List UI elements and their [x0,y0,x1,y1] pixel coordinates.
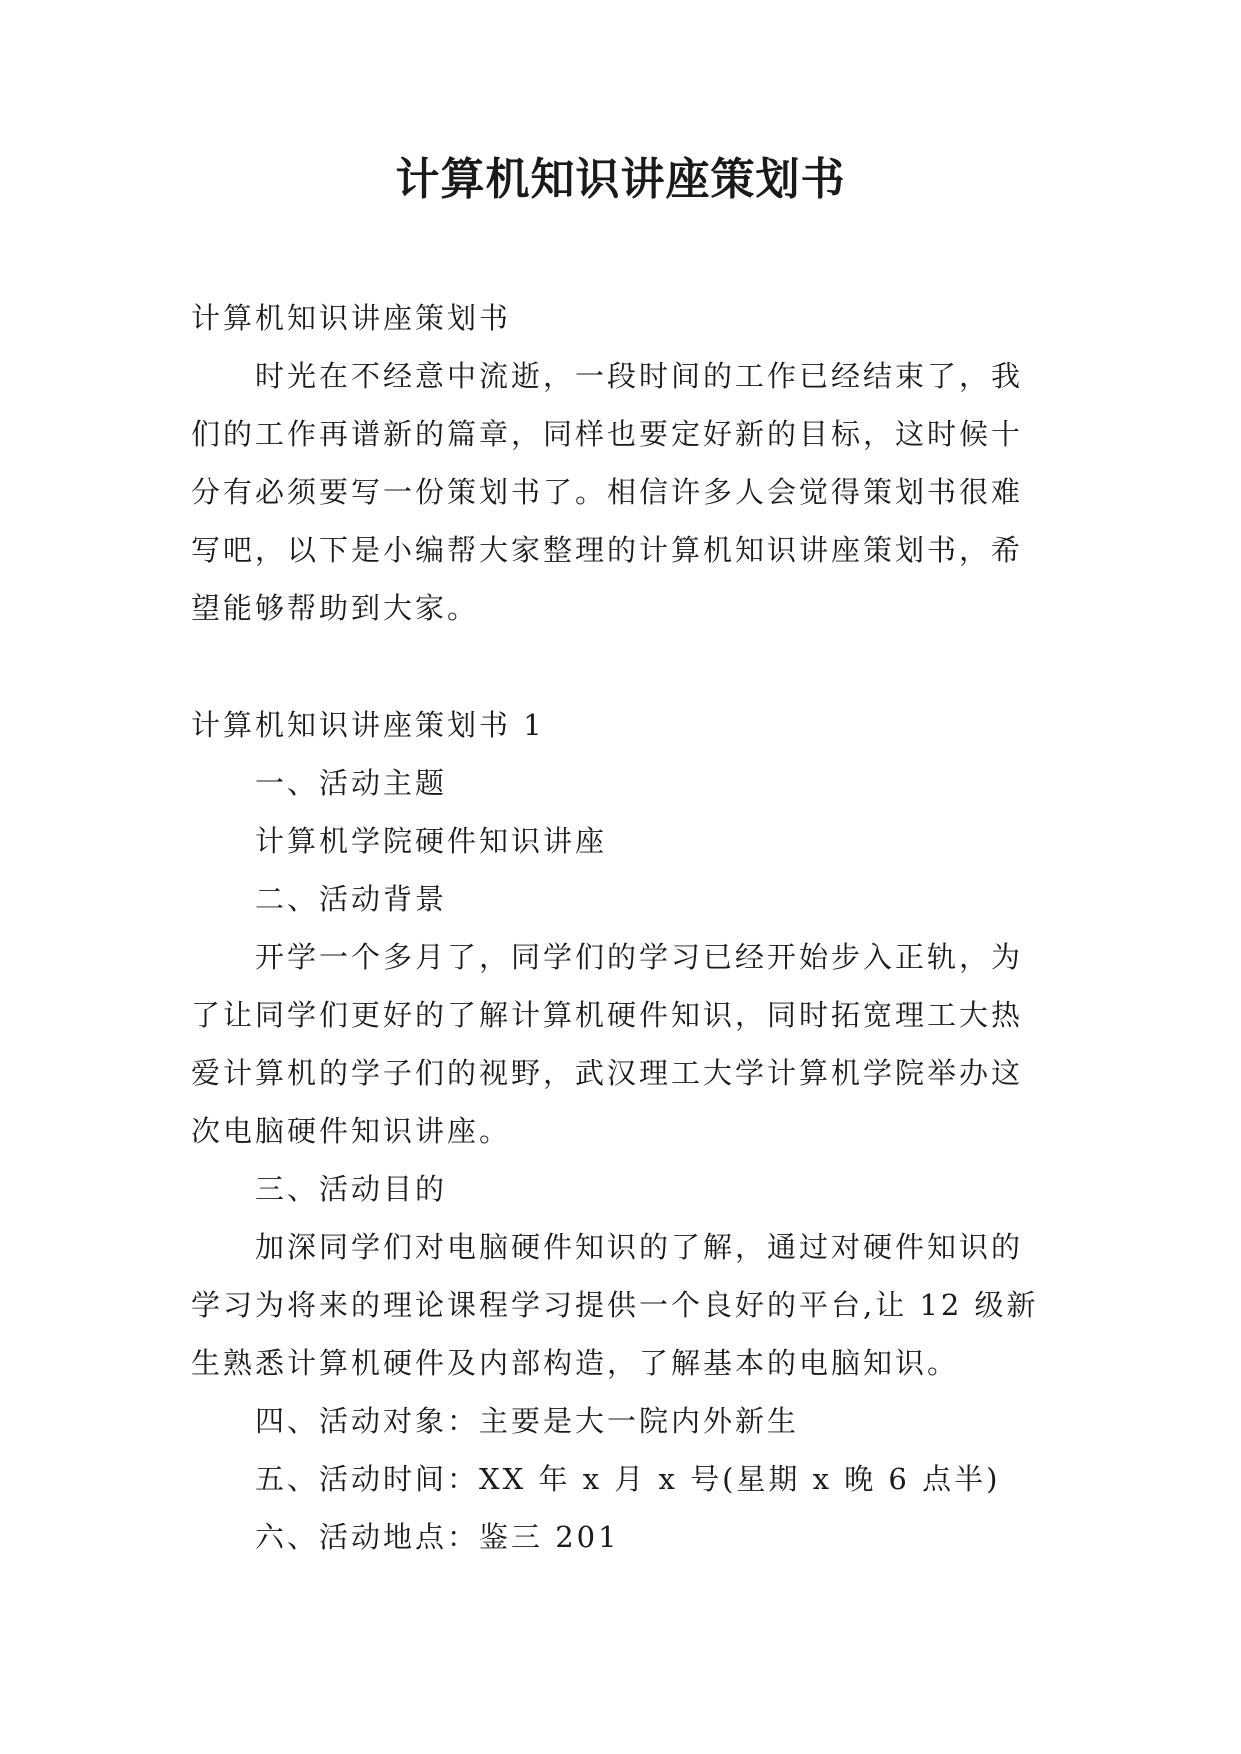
document-title: 计算机知识讲座策划书 [395,154,846,205]
theme-text: 计算机学院硬件知识讲座 [255,824,608,858]
section-1-heading: 计算机知识讲座策划书 1 [191,708,545,742]
section-1 [191,696,1051,1566]
purpose-label: 三、活动目的 [255,1172,448,1206]
background-text: 开学一个多月了，同学们的学习已经开始步入正轨，为了让同学们更好的了解计算机硬件知识，同时拓宽理工大热爱计算机的学子们的视野，武汉理工大学计算机学院举办这次电脑硬件知识讲座。 [191,940,1024,1148]
audience-line: 四、活动对象：主要是大一院内外新生 [255,1404,800,1438]
background-label: 二、活动背景 [255,882,448,916]
location-line: 六、活动地点：鉴三 201 [255,1520,620,1554]
intro-paragraph: 时光在不经意中流逝，一段时间的工作已经结束了，我们的工作再谱新的篇章，同样也要定好新的目标，这时候十分有必须要写一份策划书了。相信许多人会觉得策划书很难写吧，以下是小编帮大家整理的计算机知识讲座策划书，希望能够帮助到大家。 [191,359,1024,625]
intro-block [191,289,1051,637]
theme-label: 一、活动主题 [255,766,448,800]
intro-heading: 计算机知识讲座策划书 [191,301,512,335]
time-line: 五、活动时间：XX 年 x 月 x 号(星期 x 晚 6 点半) [255,1462,1001,1496]
purpose-text: 加深同学们对电脑硬件知识的了解，通过对硬件知识的学习为将来的理论课程学习提供一个良好的平台,让 12 级新生熟悉计算机硬件及内部构造，了解基本的电脑知识。 [191,1230,1039,1380]
